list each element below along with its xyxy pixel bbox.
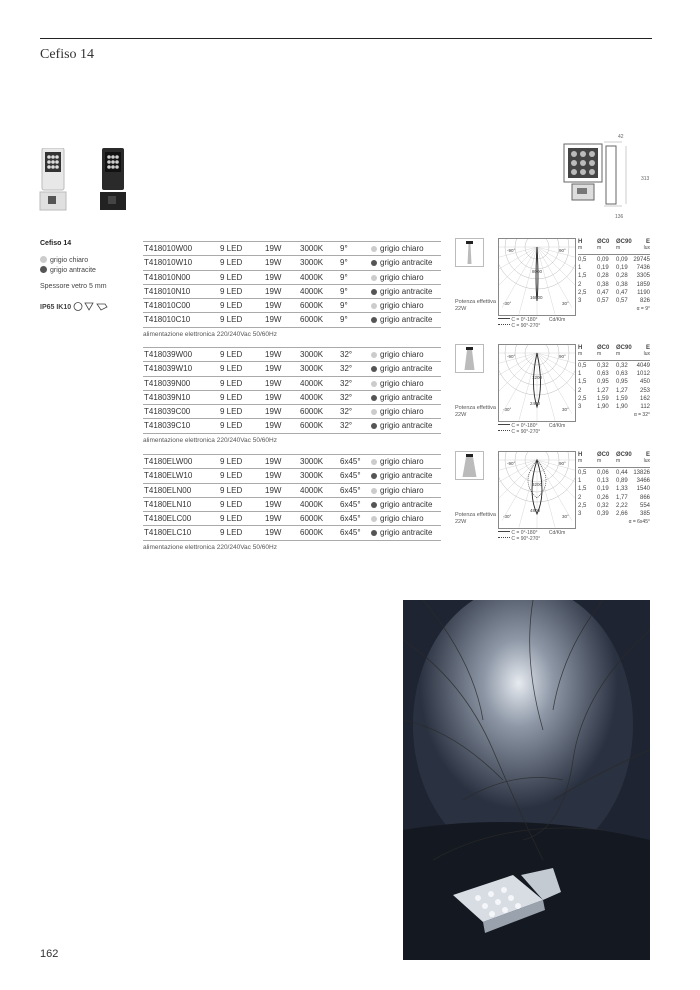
swatch-light-icon <box>40 256 47 263</box>
temp-cell: 4000K <box>300 272 324 282</box>
finish-cell: grigio antracite <box>371 500 432 509</box>
finish-swatch-icon <box>371 381 377 387</box>
lux-row: 1 0,63 0,63 1012 <box>578 371 650 378</box>
power-cell: 19W <box>265 471 282 481</box>
side-product-name: Cefiso 14 <box>40 240 72 247</box>
power-cell: 19W <box>265 350 282 359</box>
code-cell: T418010W00 <box>144 244 193 253</box>
finish-cell: grigio chiaro <box>371 514 424 523</box>
led-cell: 9 LED <box>220 485 243 495</box>
finish-swatch-icon <box>371 409 377 415</box>
table-row <box>143 241 441 256</box>
illuminance-table <box>578 345 650 418</box>
code-cell: T4180ELW10 <box>144 471 193 481</box>
beam-cell: 6x45° <box>340 485 361 495</box>
illuminance-table <box>578 452 650 525</box>
beam-cell: 9° <box>340 301 348 311</box>
power-cell: 19W <box>265 272 282 282</box>
led-cell: 9 LED <box>220 350 243 359</box>
lux-header: H ØC0 ØC90 E m m m lux <box>578 345 650 357</box>
lux-row: 2 0,38 0,38 1859 <box>578 281 650 288</box>
lux-row: 3 1,90 1,90 112 <box>578 403 650 410</box>
polar-value-2: 2400 <box>530 401 541 406</box>
power-cell: 19W <box>265 258 282 268</box>
side-glass: Spessore vetro 5 mm <box>40 283 107 290</box>
power-supply-note: alimentazione elettronica 220/240Vac 50/60Hz <box>143 436 277 444</box>
product-thumbnails <box>38 148 138 214</box>
table-row <box>143 419 441 433</box>
lux-row: 0,5 0,06 0,44 13826 <box>578 470 650 476</box>
finish-cell: grigio chiaro <box>371 379 424 388</box>
side-ratings: IP65 IK10 <box>40 302 109 311</box>
code-cell: T418010W10 <box>144 258 193 268</box>
side-color-light: grigio chiaro <box>40 256 88 264</box>
lux-row: 3 0,39 2,66 385 <box>578 510 650 517</box>
beam-angle-label: α = 9° <box>636 306 650 313</box>
led-cell: 9 LED <box>220 378 243 388</box>
power-cell: 19W <box>265 485 282 495</box>
polar-legend: C = 0°-180° Cd/Klm C = 90°-270° <box>498 530 565 542</box>
beam-cell: 9° <box>340 315 348 325</box>
svg-text:90°: 90° <box>559 461 566 466</box>
lux-row: 0,5 0,09 0,09 29745 <box>578 257 650 263</box>
table-row <box>143 313 441 327</box>
temp-cell: 3000K <box>300 244 324 253</box>
power-supply-note: alimentazione elettronica 220/240Vac 50/60Hz <box>143 330 277 338</box>
code-cell: T4180ELC10 <box>144 528 192 538</box>
beam-cell: 9° <box>340 286 348 296</box>
lux-row: 1,5 0,95 0,95 450 <box>578 379 650 386</box>
finish-cell: grigio antracite <box>371 258 432 267</box>
beam-cell: 32° <box>340 364 353 374</box>
finish-cell: grigio antracite <box>371 364 432 373</box>
lux-row: 2 1,27 1,27 253 <box>578 387 650 394</box>
svg-text:30°: 30° <box>562 301 569 306</box>
swatch-dark-icon <box>40 266 47 273</box>
table-row <box>143 299 441 313</box>
finish-cell: grigio antracite <box>371 393 432 402</box>
led-cell: 9 LED <box>220 244 243 253</box>
table-row <box>143 285 441 299</box>
dim-width: 42 <box>618 134 624 140</box>
temp-cell: 3000K <box>300 350 324 359</box>
finish-swatch-icon <box>371 275 377 281</box>
beam-cell: 32° <box>340 407 353 417</box>
finish-cell: grigio antracite <box>371 315 432 324</box>
power-cell: 19W <box>265 286 282 296</box>
power-cell: 19W <box>265 421 282 431</box>
power-cell: 19W <box>265 392 282 402</box>
lux-row: 2,5 0,32 2,22 554 <box>578 502 650 509</box>
finish-swatch-icon <box>371 530 377 536</box>
temp-cell: 3000K <box>300 471 324 481</box>
power-cell: 19W <box>265 378 282 388</box>
svg-text:-90°: -90° <box>507 248 516 253</box>
temp-cell: 4000K <box>300 286 324 296</box>
polar-legend: C = 0°-180° Cd/Klm C = 90°-270° <box>498 423 565 435</box>
beam-cell: 6x45° <box>340 499 361 509</box>
power-cell: 19W <box>265 457 282 466</box>
table-row <box>143 498 441 512</box>
table-row <box>143 256 441 270</box>
led-cell: 9 LED <box>220 514 243 524</box>
polar-value-2: 4800 <box>530 508 541 513</box>
power-cell: 19W <box>265 364 282 374</box>
temp-cell: 6000K <box>300 407 324 417</box>
beam-cell: 9° <box>340 258 348 268</box>
polar-value-1: 3200 <box>532 482 543 487</box>
svg-text:90°: 90° <box>559 354 566 359</box>
finish-swatch-icon <box>371 473 377 479</box>
beam-cell: 32° <box>340 421 353 431</box>
code-cell: T418039C10 <box>144 421 191 431</box>
polar-value-1: 8000 <box>532 269 543 274</box>
finish-cell: grigio chiaro <box>371 457 424 466</box>
table-row <box>143 454 441 469</box>
table-row <box>143 469 441 483</box>
beam-cell: 6x45° <box>340 514 361 524</box>
table-row <box>143 271 441 285</box>
lux-row: 1 0,13 0,89 3466 <box>578 478 650 485</box>
polar-value-2: 16000 <box>530 295 543 300</box>
temp-cell: 3000K <box>300 457 324 466</box>
code-cell: T4180ELN10 <box>144 499 192 509</box>
code-cell: T418010C10 <box>144 315 191 325</box>
table-row <box>143 377 441 391</box>
temp-cell: 6000K <box>300 315 324 325</box>
dim-height: 313 <box>641 176 650 182</box>
beam-cell: 32° <box>340 378 353 388</box>
finish-cell: grigio antracite <box>371 471 432 480</box>
led-cell: 9 LED <box>220 301 243 311</box>
code-cell: T418039N00 <box>144 378 191 388</box>
led-cell: 9 LED <box>220 286 243 296</box>
beam-icon <box>455 451 484 480</box>
page-number: 162 <box>40 948 59 960</box>
polar-legend: C = 0°-180° Cd/Klm C = 90°-270° <box>498 317 565 329</box>
finish-swatch-icon <box>371 317 377 323</box>
effective-power: Potenza effettiva 22W <box>455 405 496 418</box>
table-row <box>143 405 441 419</box>
lux-header: H ØC0 ØC90 E m m m lux <box>578 452 650 464</box>
table-row <box>143 347 441 362</box>
power-supply-note: alimentazione elettronica 220/240Vac 50/60Hz <box>143 543 277 551</box>
svg-text:-30°: -30° <box>503 514 512 519</box>
dimension-drawing <box>560 132 652 224</box>
certification-icons <box>73 302 109 311</box>
code-cell: T418010N10 <box>144 286 191 296</box>
svg-text:-30°: -30° <box>503 301 512 306</box>
finish-cell: grigio antracite <box>371 528 432 537</box>
temp-cell: 3000K <box>300 258 324 268</box>
temp-cell: 6000K <box>300 528 324 538</box>
finish-cell: grigio antracite <box>371 287 432 296</box>
temp-cell: 4000K <box>300 392 324 402</box>
power-cell: 19W <box>265 301 282 311</box>
finish-cell: grigio antracite <box>371 421 432 430</box>
lux-row: 3 0,57 0,57 826 <box>578 297 650 304</box>
beam-cell: 6x45° <box>340 528 361 538</box>
code-cell: T418039N10 <box>144 392 191 402</box>
effective-power: Potenza effettiva 22W <box>455 299 496 312</box>
side-color-dark: grigio antracite <box>40 266 96 274</box>
table-row <box>143 391 441 405</box>
power-cell: 19W <box>265 407 282 417</box>
led-cell: 9 LED <box>220 407 243 417</box>
product-light-image <box>40 148 66 210</box>
led-cell: 9 LED <box>220 471 243 481</box>
illuminance-table <box>578 239 650 312</box>
finish-swatch-icon <box>371 516 377 522</box>
led-cell: 9 LED <box>220 364 243 374</box>
header-rule <box>40 38 652 39</box>
product-table <box>143 347 441 444</box>
table-row <box>143 512 441 526</box>
polar-diagram <box>498 451 576 529</box>
code-cell: T4180ELC00 <box>144 514 192 524</box>
temp-cell: 4000K <box>300 485 324 495</box>
lux-header: H ØC0 ØC90 E m m m lux <box>578 239 650 251</box>
finish-cell: grigio chiaro <box>371 486 424 495</box>
code-cell: T4180ELW00 <box>144 457 193 466</box>
table-row <box>143 526 441 540</box>
svg-text:30°: 30° <box>562 407 569 412</box>
finish-swatch-icon <box>371 352 377 358</box>
led-cell: 9 LED <box>220 392 243 402</box>
power-cell: 19W <box>265 315 282 325</box>
temp-cell: 6000K <box>300 514 324 524</box>
power-cell: 19W <box>265 528 282 538</box>
code-cell: T418010N00 <box>144 272 191 282</box>
product-dark-image <box>100 148 126 210</box>
product-table <box>143 454 441 551</box>
code-cell: T4180ELN00 <box>144 485 192 495</box>
lux-row: 0,5 0,32 0,32 4049 <box>578 363 650 369</box>
code-cell: T418039W00 <box>144 350 193 359</box>
lux-row: 1 0,19 0,19 7436 <box>578 265 650 272</box>
table-row <box>143 362 441 376</box>
temp-cell: 4000K <box>300 378 324 388</box>
temp-cell: 4000K <box>300 499 324 509</box>
temp-cell: 6000K <box>300 301 324 311</box>
finish-swatch-icon <box>371 303 377 309</box>
beam-cell: 32° <box>340 392 353 402</box>
led-cell: 9 LED <box>220 421 243 431</box>
effective-power: Potenza effettiva 22W <box>455 512 496 525</box>
installation-photo <box>403 600 650 960</box>
finish-swatch-icon <box>371 423 377 429</box>
finish-cell: grigio chiaro <box>371 244 424 253</box>
led-cell: 9 LED <box>220 315 243 325</box>
power-cell: 19W <box>265 244 282 253</box>
led-cell: 9 LED <box>220 457 243 466</box>
polar-diagram <box>498 344 576 422</box>
page-title: Cefiso 14 <box>40 47 95 62</box>
beam-cell: 6x45° <box>340 471 361 481</box>
finish-swatch-icon <box>371 459 377 465</box>
beam-cell: 6x45° <box>340 457 361 466</box>
polar-diagram <box>498 238 576 316</box>
svg-text:-90°: -90° <box>507 461 516 466</box>
power-cell: 19W <box>265 499 282 509</box>
finish-swatch-icon <box>371 246 377 252</box>
led-cell: 9 LED <box>220 258 243 268</box>
beam-icon <box>455 344 484 373</box>
lux-row: 2,5 1,59 1,59 162 <box>578 395 650 402</box>
code-cell: T418039C00 <box>144 407 191 417</box>
temp-cell: 6000K <box>300 421 324 431</box>
beam-icon <box>455 238 484 267</box>
finish-swatch-icon <box>371 260 377 266</box>
finish-cell: grigio chiaro <box>371 273 424 282</box>
code-cell: T418039W10 <box>144 364 193 374</box>
led-cell: 9 LED <box>220 272 243 282</box>
finish-swatch-icon <box>371 289 377 295</box>
lux-row: 1,5 0,19 1,33 1540 <box>578 486 650 493</box>
led-cell: 9 LED <box>220 499 243 509</box>
finish-cell: grigio chiaro <box>371 407 424 416</box>
table-row <box>143 484 441 498</box>
svg-text:30°: 30° <box>562 514 569 519</box>
led-cell: 9 LED <box>220 528 243 538</box>
finish-cell: grigio chiaro <box>371 350 424 359</box>
temp-cell: 3000K <box>300 364 324 374</box>
lux-row: 2 0,26 1,77 866 <box>578 494 650 501</box>
lux-row: 2,5 0,47 0,47 1190 <box>578 289 650 296</box>
beam-angle-label: α = 32° <box>633 412 650 419</box>
svg-text:-30°: -30° <box>503 407 512 412</box>
polar-value-1: 1200 <box>532 375 543 380</box>
power-cell: 19W <box>265 514 282 524</box>
beam-cell: 9° <box>340 244 348 253</box>
finish-swatch-icon <box>371 395 377 401</box>
finish-swatch-icon <box>371 488 377 494</box>
finish-cell: grigio chiaro <box>371 301 424 310</box>
beam-cell: 32° <box>340 350 353 359</box>
beam-angle-label: α = 6x45° <box>628 519 650 526</box>
code-cell: T418010C00 <box>144 301 191 311</box>
finish-swatch-icon <box>371 502 377 508</box>
svg-text:90°: 90° <box>559 248 566 253</box>
finish-swatch-icon <box>371 366 377 372</box>
beam-cell: 9° <box>340 272 348 282</box>
lux-row: 1,5 0,28 0,28 3305 <box>578 273 650 280</box>
dim-depth: 136 <box>615 214 624 220</box>
svg-text:-90°: -90° <box>507 354 516 359</box>
product-table <box>143 241 441 338</box>
